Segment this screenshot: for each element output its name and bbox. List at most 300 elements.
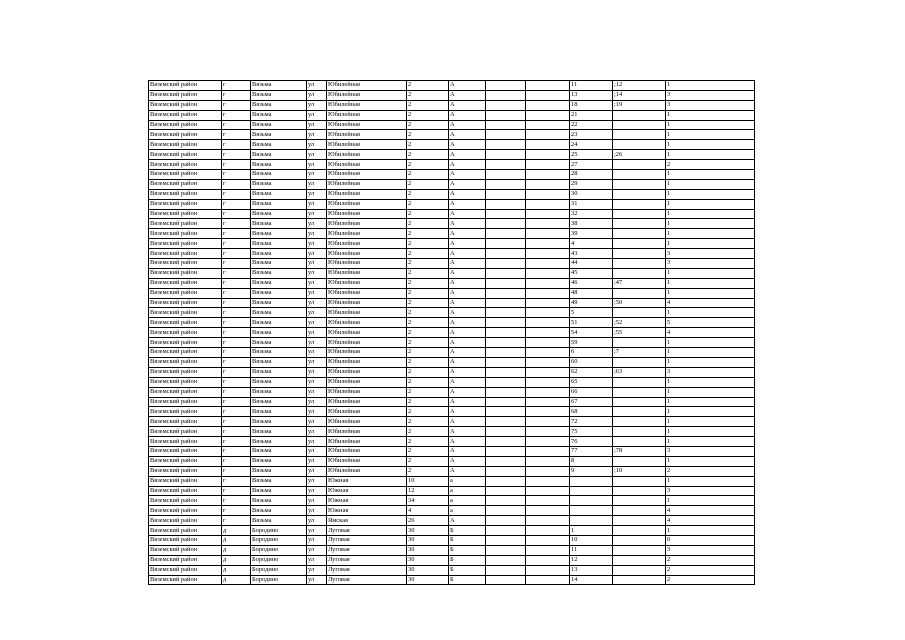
cell-district: Вяземский район bbox=[149, 278, 222, 288]
cell-street: Юбилейная bbox=[327, 298, 407, 308]
cell-street: Юбилейная bbox=[327, 407, 407, 417]
cell-count: 1 bbox=[666, 407, 755, 417]
cell-street: Юбилейная bbox=[327, 150, 407, 160]
cell-blank2 bbox=[526, 387, 570, 397]
cell-street: Юбилейная bbox=[327, 239, 407, 249]
cell-apartment-to bbox=[613, 199, 666, 209]
cell-count: 4 bbox=[666, 506, 755, 516]
cell-street-type: ул bbox=[307, 278, 327, 288]
cell-apartment-from: 43 bbox=[570, 249, 613, 259]
table-row bbox=[149, 397, 755, 407]
cell-district: Вяземский район bbox=[149, 249, 222, 259]
cell-apartment-to bbox=[613, 476, 666, 486]
cell-apartment-from: 29 bbox=[570, 179, 613, 189]
cell-blank1 bbox=[486, 298, 526, 308]
cell-street-type: ул bbox=[307, 516, 327, 526]
cell-blank1 bbox=[486, 516, 526, 526]
cell-building-letter: А bbox=[449, 338, 486, 348]
cell-count: 1 bbox=[666, 526, 755, 536]
cell-settlement: Вязьма bbox=[251, 199, 307, 209]
cell-blank2 bbox=[526, 466, 570, 476]
cell-district: Вяземский район bbox=[149, 545, 222, 555]
cell-count: 1 bbox=[666, 209, 755, 219]
cell-street-type: ул bbox=[307, 427, 327, 437]
cell-settlement-type: г bbox=[222, 160, 251, 170]
cell-settlement-type: г bbox=[222, 140, 251, 150]
table-row bbox=[149, 417, 755, 427]
cell-apartment-to: ;10 bbox=[613, 466, 666, 476]
cell-apartment-to bbox=[613, 229, 666, 239]
cell-street: Юбилейная bbox=[327, 160, 407, 170]
cell-count: 3 bbox=[666, 100, 755, 110]
cell-blank1 bbox=[486, 278, 526, 288]
cell-blank1 bbox=[486, 219, 526, 229]
table-row bbox=[149, 179, 755, 189]
cell-street: Луговая bbox=[327, 526, 407, 536]
cell-apartment-from bbox=[570, 516, 613, 526]
cell-building-letter: А bbox=[449, 466, 486, 476]
cell-street-type: ул bbox=[307, 437, 327, 447]
cell-apartment-to bbox=[613, 219, 666, 229]
cell-district: Вяземский район bbox=[149, 496, 222, 506]
cell-district: Вяземский район bbox=[149, 110, 222, 120]
cell-apartment-to: ;52 bbox=[613, 318, 666, 328]
cell-blank2 bbox=[526, 427, 570, 437]
cell-blank1 bbox=[486, 367, 526, 377]
cell-district: Вяземский район bbox=[149, 466, 222, 476]
cell-apartment-to bbox=[613, 140, 666, 150]
cell-settlement-type: г bbox=[222, 496, 251, 506]
cell-apartment-to bbox=[613, 268, 666, 278]
cell-count: 2 bbox=[666, 575, 755, 585]
cell-settlement: Вязьма bbox=[251, 298, 307, 308]
cell-house: 2 bbox=[407, 288, 449, 298]
cell-apartment-from: 59 bbox=[570, 338, 613, 348]
cell-settlement-type: д bbox=[222, 545, 251, 555]
cell-blank1 bbox=[486, 90, 526, 100]
cell-district: Вяземский район bbox=[149, 229, 222, 239]
table-row bbox=[149, 268, 755, 278]
cell-settlement-type: г bbox=[222, 338, 251, 348]
cell-settlement-type: г bbox=[222, 437, 251, 447]
table-row bbox=[149, 199, 755, 209]
cell-blank2 bbox=[526, 506, 570, 516]
cell-settlement-type: г bbox=[222, 100, 251, 110]
cell-house: 2 bbox=[407, 199, 449, 209]
cell-district: Вяземский район bbox=[149, 555, 222, 565]
cell-apartment-to bbox=[613, 209, 666, 219]
cell-apartment-from: 8 bbox=[570, 456, 613, 466]
cell-district: Вяземский район bbox=[149, 526, 222, 536]
cell-street: Юбилейная bbox=[327, 397, 407, 407]
cell-street-type: ул bbox=[307, 120, 327, 130]
cell-blank2 bbox=[526, 486, 570, 496]
cell-count: 4 bbox=[666, 516, 755, 526]
cell-apartment-from: 39 bbox=[570, 229, 613, 239]
cell-settlement-type: г bbox=[222, 298, 251, 308]
table-row bbox=[149, 150, 755, 160]
cell-count: 1 bbox=[666, 229, 755, 239]
cell-house: 2 bbox=[407, 239, 449, 249]
cell-house: 34 bbox=[407, 496, 449, 506]
table-row bbox=[149, 130, 755, 140]
cell-house: 2 bbox=[407, 466, 449, 476]
cell-street-type: ул bbox=[307, 189, 327, 199]
cell-house: 2 bbox=[407, 397, 449, 407]
cell-blank1 bbox=[486, 545, 526, 555]
cell-apartment-from: 48 bbox=[570, 288, 613, 298]
cell-count: 1 bbox=[666, 278, 755, 288]
cell-blank2 bbox=[526, 565, 570, 575]
cell-street-type: ул bbox=[307, 496, 327, 506]
cell-building-letter: а bbox=[449, 506, 486, 516]
cell-apartment-from: 12 bbox=[570, 555, 613, 565]
cell-house: 12 bbox=[407, 486, 449, 496]
cell-count: 1 bbox=[666, 387, 755, 397]
table-row bbox=[149, 100, 755, 110]
cell-settlement-type: г bbox=[222, 318, 251, 328]
cell-building-letter: А bbox=[449, 170, 486, 180]
cell-house: 2 bbox=[407, 170, 449, 180]
cell-count: 1 bbox=[666, 268, 755, 278]
cell-district: Вяземский район bbox=[149, 160, 222, 170]
cell-settlement: Вязьма bbox=[251, 288, 307, 298]
cell-blank1 bbox=[486, 357, 526, 367]
cell-apartment-from: 10 bbox=[570, 535, 613, 545]
cell-settlement-type: г bbox=[222, 417, 251, 427]
cell-building-letter: а bbox=[449, 476, 486, 486]
table-row bbox=[149, 249, 755, 259]
cell-apartment-from: 23 bbox=[570, 130, 613, 140]
cell-street: Юбилейная bbox=[327, 466, 407, 476]
cell-building-letter: А bbox=[449, 328, 486, 338]
cell-settlement-type: г bbox=[222, 120, 251, 130]
cell-settlement-type: г bbox=[222, 170, 251, 180]
cell-district: Вяземский район bbox=[149, 535, 222, 545]
table-row bbox=[149, 170, 755, 180]
cell-count: 1 bbox=[666, 219, 755, 229]
cell-district: Вяземский район bbox=[149, 219, 222, 229]
cell-house: 2 bbox=[407, 189, 449, 199]
cell-street-type: ул bbox=[307, 575, 327, 585]
cell-apartment-to bbox=[613, 555, 666, 565]
cell-building-letter: А bbox=[449, 298, 486, 308]
cell-apartment-to bbox=[613, 160, 666, 170]
cell-apartment-from: 30 bbox=[570, 189, 613, 199]
table-row bbox=[149, 357, 755, 367]
cell-settlement: Вязьма bbox=[251, 140, 307, 150]
cell-apartment-to bbox=[613, 377, 666, 387]
cell-street-type: ул bbox=[307, 535, 327, 545]
table-row bbox=[149, 466, 755, 476]
cell-blank1 bbox=[486, 348, 526, 358]
cell-apartment-from: 72 bbox=[570, 417, 613, 427]
cell-settlement: Вязьма bbox=[251, 387, 307, 397]
cell-apartment-from: 65 bbox=[570, 377, 613, 387]
cell-street: Юбилейная bbox=[327, 110, 407, 120]
cell-apartment-from bbox=[570, 496, 613, 506]
cell-count: 1 bbox=[666, 140, 755, 150]
cell-building-letter: А bbox=[449, 427, 486, 437]
cell-street-type: ул bbox=[307, 348, 327, 358]
cell-apartment-to bbox=[613, 427, 666, 437]
cell-building-letter: А bbox=[449, 318, 486, 328]
cell-blank2 bbox=[526, 170, 570, 180]
cell-apartment-from: 5 bbox=[570, 308, 613, 318]
cell-district: Вяземский район bbox=[149, 130, 222, 140]
cell-count: 1 bbox=[666, 338, 755, 348]
cell-house: 2 bbox=[407, 348, 449, 358]
cell-street: Юбилейная bbox=[327, 318, 407, 328]
cell-house: 2 bbox=[407, 338, 449, 348]
cell-district: Вяземский район bbox=[149, 199, 222, 209]
cell-building-letter: А bbox=[449, 456, 486, 466]
cell-blank2 bbox=[526, 367, 570, 377]
cell-apartment-to: ;14 bbox=[613, 90, 666, 100]
cell-street-type: ул bbox=[307, 259, 327, 269]
cell-settlement: Вязьма bbox=[251, 249, 307, 259]
cell-apartment-to bbox=[613, 357, 666, 367]
cell-building-letter: А bbox=[449, 357, 486, 367]
cell-count: 1 bbox=[666, 348, 755, 358]
table-row bbox=[149, 90, 755, 100]
cell-street-type: ул bbox=[307, 160, 327, 170]
table-row bbox=[149, 160, 755, 170]
cell-building-letter: А bbox=[449, 90, 486, 100]
cell-apartment-to bbox=[613, 437, 666, 447]
cell-building-letter: А bbox=[449, 219, 486, 229]
cell-district: Вяземский район bbox=[149, 506, 222, 516]
table-row bbox=[149, 348, 755, 358]
cell-street-type: ул bbox=[307, 486, 327, 496]
cell-settlement-type: г bbox=[222, 486, 251, 496]
cell-count: 3 bbox=[666, 249, 755, 259]
cell-blank1 bbox=[486, 140, 526, 150]
cell-settlement: Вязьма bbox=[251, 446, 307, 456]
cell-house: 2 bbox=[407, 446, 449, 456]
cell-apartment-to bbox=[613, 130, 666, 140]
cell-apartment-to bbox=[613, 387, 666, 397]
cell-blank1 bbox=[486, 318, 526, 328]
cell-settlement: Вязьма bbox=[251, 516, 307, 526]
cell-house: 2 bbox=[407, 160, 449, 170]
cell-house: 4 bbox=[407, 506, 449, 516]
cell-building-letter: А bbox=[449, 239, 486, 249]
cell-building-letter: А bbox=[449, 308, 486, 318]
cell-count: 1 bbox=[666, 456, 755, 466]
cell-apartment-to bbox=[613, 496, 666, 506]
cell-apartment-from: 11 bbox=[570, 545, 613, 555]
cell-blank2 bbox=[526, 555, 570, 565]
cell-count: 4 bbox=[666, 328, 755, 338]
cell-apartment-from: 44 bbox=[570, 259, 613, 269]
cell-apartment-to bbox=[613, 486, 666, 496]
cell-blank2 bbox=[526, 338, 570, 348]
cell-building-letter: А bbox=[449, 110, 486, 120]
cell-apartment-from: 6 bbox=[570, 348, 613, 358]
cell-count: 1 bbox=[666, 150, 755, 160]
cell-settlement: Вязьма bbox=[251, 397, 307, 407]
cell-street-type: ул bbox=[307, 456, 327, 466]
cell-settlement-type: г bbox=[222, 199, 251, 209]
cell-apartment-to bbox=[613, 456, 666, 466]
cell-settlement: Вязьма bbox=[251, 437, 307, 447]
cell-apartment-to bbox=[613, 110, 666, 120]
cell-blank2 bbox=[526, 120, 570, 130]
cell-settlement-type: г bbox=[222, 130, 251, 140]
cell-street-type: ул bbox=[307, 387, 327, 397]
table-row bbox=[149, 535, 755, 545]
cell-street-type: ул bbox=[307, 229, 327, 239]
cell-street: Юбилейная bbox=[327, 249, 407, 259]
cell-street: Юбилейная bbox=[327, 278, 407, 288]
cell-settlement-type: г bbox=[222, 278, 251, 288]
cell-street-type: ул bbox=[307, 249, 327, 259]
cell-blank2 bbox=[526, 417, 570, 427]
cell-building-letter: А bbox=[449, 189, 486, 199]
cell-street-type: ул bbox=[307, 81, 327, 91]
cell-street: Южная bbox=[327, 496, 407, 506]
cell-district: Вяземский район bbox=[149, 486, 222, 496]
cell-count: 1 bbox=[666, 189, 755, 199]
table-row bbox=[149, 377, 755, 387]
cell-blank2 bbox=[526, 318, 570, 328]
cell-blank1 bbox=[486, 555, 526, 565]
table-row bbox=[149, 526, 755, 536]
cell-settlement: Вязьма bbox=[251, 100, 307, 110]
cell-district: Вяземский район bbox=[149, 140, 222, 150]
cell-building-letter: А bbox=[449, 150, 486, 160]
cell-blank1 bbox=[486, 239, 526, 249]
cell-district: Вяземский район bbox=[149, 318, 222, 328]
cell-house: 2 bbox=[407, 377, 449, 387]
cell-house: 2 bbox=[407, 130, 449, 140]
cell-street: Луговая bbox=[327, 565, 407, 575]
cell-district: Вяземский район bbox=[149, 456, 222, 466]
cell-apartment-from: 32 bbox=[570, 209, 613, 219]
cell-apartment-from: 13 bbox=[570, 565, 613, 575]
table-row bbox=[149, 110, 755, 120]
cell-settlement-type: г bbox=[222, 367, 251, 377]
cell-district: Вяземский район bbox=[149, 90, 222, 100]
table-row bbox=[149, 516, 755, 526]
cell-settlement: Вязьма bbox=[251, 486, 307, 496]
table-row bbox=[149, 239, 755, 249]
cell-settlement-type: г bbox=[222, 288, 251, 298]
cell-blank2 bbox=[526, 397, 570, 407]
cell-apartment-to: ;12 bbox=[613, 81, 666, 91]
cell-blank1 bbox=[486, 496, 526, 506]
table-row bbox=[149, 229, 755, 239]
cell-street-type: ул bbox=[307, 219, 327, 229]
cell-count: 1 bbox=[666, 170, 755, 180]
table-row bbox=[149, 259, 755, 269]
cell-apartment-from: 4 bbox=[570, 239, 613, 249]
cell-settlement: Вязьма bbox=[251, 476, 307, 486]
cell-blank1 bbox=[486, 189, 526, 199]
cell-street-type: ул bbox=[307, 555, 327, 565]
cell-blank1 bbox=[486, 446, 526, 456]
cell-district: Вяземский район bbox=[149, 288, 222, 298]
cell-settlement: Бородино bbox=[251, 526, 307, 536]
cell-settlement-type: г bbox=[222, 516, 251, 526]
cell-settlement: Вязьма bbox=[251, 150, 307, 160]
table-row bbox=[149, 387, 755, 397]
cell-blank1 bbox=[486, 466, 526, 476]
cell-building-letter: А bbox=[449, 199, 486, 209]
cell-district: Вяземский район bbox=[149, 516, 222, 526]
cell-house: 30 bbox=[407, 575, 449, 585]
table-row bbox=[149, 407, 755, 417]
cell-blank2 bbox=[526, 199, 570, 209]
table-row bbox=[149, 189, 755, 199]
cell-settlement-type: г bbox=[222, 357, 251, 367]
cell-street: Юбилейная bbox=[327, 219, 407, 229]
cell-apartment-to: ;63 bbox=[613, 367, 666, 377]
cell-street: Юбилейная bbox=[327, 348, 407, 358]
cell-settlement: Вязьма bbox=[251, 417, 307, 427]
cell-street: Юбилейная bbox=[327, 259, 407, 269]
cell-apartment-to bbox=[613, 308, 666, 318]
cell-building-letter: А bbox=[449, 397, 486, 407]
cell-street-type: ул bbox=[307, 298, 327, 308]
cell-street: Юбилейная bbox=[327, 179, 407, 189]
cell-settlement-type: г bbox=[222, 189, 251, 199]
cell-blank1 bbox=[486, 288, 526, 298]
cell-house: 2 bbox=[407, 120, 449, 130]
table-row bbox=[149, 81, 755, 91]
cell-street-type: ул bbox=[307, 526, 327, 536]
cell-apartment-to bbox=[613, 417, 666, 427]
cell-count: 1 bbox=[666, 308, 755, 318]
cell-street: Юбилейная bbox=[327, 446, 407, 456]
cell-settlement: Вязьма bbox=[251, 160, 307, 170]
cell-blank2 bbox=[526, 308, 570, 318]
cell-settlement: Вязьма bbox=[251, 130, 307, 140]
cell-settlement: Вязьма bbox=[251, 179, 307, 189]
cell-blank1 bbox=[486, 268, 526, 278]
cell-street: Ямская bbox=[327, 516, 407, 526]
cell-district: Вяземский район bbox=[149, 81, 222, 91]
cell-settlement-type: г bbox=[222, 427, 251, 437]
cell-building-letter: А bbox=[449, 179, 486, 189]
cell-street-type: ул bbox=[307, 110, 327, 120]
cell-blank1 bbox=[486, 476, 526, 486]
cell-settlement-type: г bbox=[222, 328, 251, 338]
cell-district: Вяземский район bbox=[149, 476, 222, 486]
address-table-body bbox=[149, 81, 755, 585]
table-row bbox=[149, 476, 755, 486]
cell-district: Вяземский район bbox=[149, 427, 222, 437]
cell-blank1 bbox=[486, 160, 526, 170]
cell-street-type: ул bbox=[307, 90, 327, 100]
cell-apartment-from: 22 bbox=[570, 120, 613, 130]
cell-apartment-from: 11 bbox=[570, 81, 613, 91]
cell-house: 2 bbox=[407, 229, 449, 239]
cell-settlement-type: г bbox=[222, 150, 251, 160]
cell-house: 2 bbox=[407, 308, 449, 318]
cell-settlement: Вязьма bbox=[251, 466, 307, 476]
cell-street: Луговая bbox=[327, 555, 407, 565]
cell-house: 2 bbox=[407, 150, 449, 160]
table-row bbox=[149, 545, 755, 555]
cell-district: Вяземский район bbox=[149, 120, 222, 130]
cell-blank1 bbox=[486, 565, 526, 575]
cell-settlement: Бородино bbox=[251, 545, 307, 555]
cell-blank1 bbox=[486, 308, 526, 318]
cell-apartment-to bbox=[613, 565, 666, 575]
cell-house: 2 bbox=[407, 278, 449, 288]
